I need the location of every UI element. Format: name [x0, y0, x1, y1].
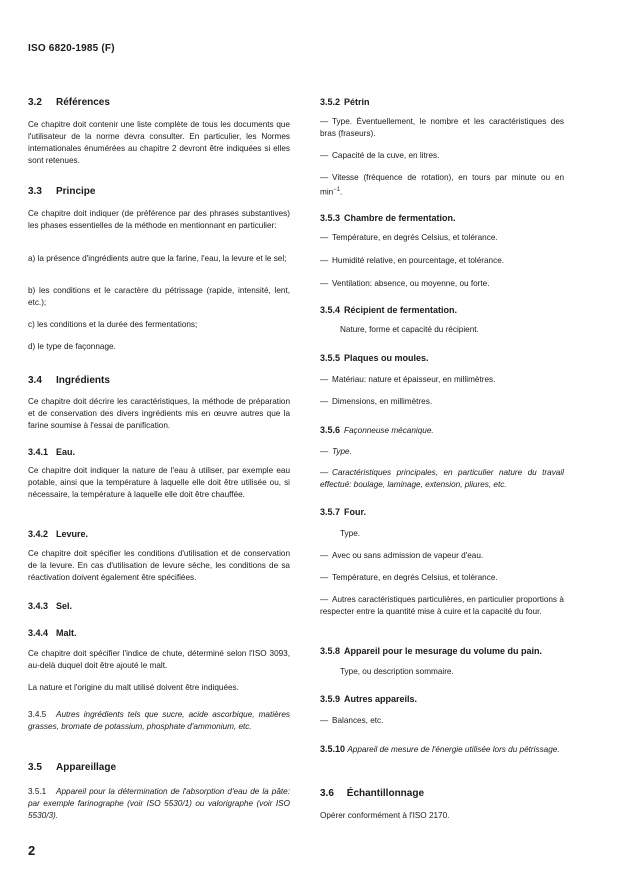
- section-3-5-7-text: Type.: [340, 529, 361, 538]
- section-3-4-heading: 3.4 Ingrédients: [28, 375, 110, 386]
- section-3-6-heading: 3.6 Échantillonnage: [320, 788, 425, 799]
- section-3-5-8-text: Type, ou description sommaire.: [340, 667, 454, 676]
- section-3-5-9-heading: 3.5.9 Autres appareils.: [320, 694, 418, 704]
- section-3-5-7-item-1: — Avec ou sans admission de vapeur d'eau.: [320, 551, 484, 560]
- section-3-6-text: Opérer conformément à l'ISO 2170.: [320, 811, 450, 820]
- section-3-5-7-item-3: — Autres caractéristiques particulières, en particulier proportions à respecter entre la quantité mise à cuire et la capacité du four.: [320, 595, 564, 616]
- section-3-5-2-item-2: — Capacité de la cuve, en litres.: [320, 151, 440, 160]
- section-3-4-4-text: Ce chapitre doit spécifier l'indice de chute, déterminé selon l'ISO 3093, au-delà duquel doit être ajouté le malt.: [28, 649, 290, 670]
- section-3-2-heading: 3.2 Références: [28, 97, 110, 108]
- section-3-5-7-heading: 3.5.7 Four.: [320, 507, 366, 517]
- section-3-5-8-heading: 3.5.8 Appareil pour le mesurage du volume du pain.: [320, 646, 543, 656]
- section-3-5-7-item-2: — Température, en degrés Celsius, et tolérance.: [320, 573, 498, 582]
- section-3-4-2-heading: 3.4.2 Levure.: [28, 529, 89, 539]
- section-3-3-item-c: c) les conditions et la durée des fermentations;: [28, 320, 198, 329]
- section-3-5-4-text: Nature, forme et capacité du récipient.: [340, 325, 479, 334]
- section-3-5-3-item-3: — Ventilation: absence, ou moyenne, ou forte.: [320, 279, 490, 288]
- section-3-4-1-heading: 3.4.1 Eau.: [28, 447, 76, 457]
- section-3-3-heading: 3.3 Principe: [28, 186, 96, 197]
- section-3-5-3-item-1: — Température, en degrés Celsius, et tolérance.: [320, 233, 498, 242]
- section-3-5-2-item-1: — Type. Éventuellement, le nombre et les caractéristiques des bras (fraseurs).: [320, 117, 564, 138]
- section-3-5-5-item-2: — Dimensions, en millimètres.: [320, 397, 433, 406]
- section-3-5-heading: 3.5 Appareillage: [28, 762, 117, 773]
- section-3-4-1-text: Ce chapitre doit indiquer la nature de l'eau à utiliser, par exemple eau potable, ainsi que la température à laquelle elle doit être utilisée ou, si nécessaire, la température à laquelle elle doit être chauffée.: [28, 466, 290, 499]
- section-3-5-9-item-1: — Balances, etc.: [320, 716, 384, 725]
- section-3-3-item-a: a) la présence d'ingrédients autre que la farine, l'eau, la levure et le sel;: [28, 254, 287, 263]
- section-3-5-10: 3.5.10 Appareil de mesure de l'énergie utilisée lors du pétrissage.: [320, 744, 560, 754]
- section-3-3-item-b: b) les conditions et le caractère du pétrissage (rapide, intensité, lent, etc.);: [28, 286, 290, 307]
- section-3-5-5-heading: 3.5.5 Plaques ou moules.: [320, 353, 429, 363]
- section-3-3-item-d: d) le type de façonnage.: [28, 342, 116, 351]
- section-3-4-4-heading: 3.4.4 Malt.: [28, 628, 77, 638]
- section-3-4-3-heading: 3.4.3 Sel.: [28, 601, 73, 611]
- section-3-5-6-heading: 3.5.6 Façonneuse mécanique.: [320, 425, 434, 435]
- page-number: 2: [28, 843, 36, 858]
- section-3-4-4-text-2: La nature et l'origine du malt utilisé doivent être indiquées.: [28, 683, 239, 692]
- section-3-5-6-item-1: — Type.: [320, 447, 352, 456]
- section-3-5-2-item-3: — Vitesse (fréquence de rotation), en tours par minute ou en $\min^{-1}$.: [320, 173, 564, 197]
- section-3-5-2-heading: 3.5.2 Pétrin: [320, 97, 370, 107]
- section-3-5-1: 3.5.1 Appareil pour la détermination de l'absorption d'eau de la pâte: par exemple farinographe (voir ISO 5530/1) ou valorigraphe (voir ISO 5530/3).: [28, 787, 290, 820]
- section-3-5-6-item-2: — Caractéristiques principales, en particulier nature du travail effectué: boulage, laminage, extension, pliures, etc.: [320, 468, 564, 489]
- section-3-5-3-item-2: — Humidité relative, en pourcentage, et tolérance.: [320, 256, 505, 265]
- document-header: ISO 6820-1985 (F): [28, 43, 115, 54]
- section-3-5-5-item-1: — Matériau: nature et épaisseur, en millimètres.: [320, 375, 496, 384]
- section-3-4-text: Ce chapitre doit décrire les caractéristiques, la méthode de préparation et de conservation des divers ingrédients mis en œuvre autres que la farine soumise à l'essai de panification.: [28, 397, 290, 430]
- section-3-5-4-heading: 3.5.4 Récipient de fermentation.: [320, 305, 458, 315]
- section-3-4-5: 3.4.5 Autres ingrédients tels que sucre, acide ascorbique, matières grasses, bromate de potassium, phosphate d'ammonium, etc.: [28, 710, 290, 731]
- section-3-5-3-heading: 3.5.3 Chambre de fermentation.: [320, 213, 456, 223]
- section-3-2-text: Ce chapitre doit contenir une liste complète de tous les documents que l'utilisateur de la norme devra consulter. En particulier, les Normes internationales énumérées au chapitre 2 devront être indiquées si elles sont retenues.: [28, 120, 290, 165]
- section-3-4-2-text: Ce chapitre doit spécifier les conditions d'utilisation et de conservation de la levure. En cas d'utilisation de levure sèche, les conditions de sa réactivation doivent également être spécifiées.: [28, 549, 290, 582]
- section-3-3-text: Ce chapitre doit indiquer (de préférence par des phrases substantives) les phases essentielles de la méthode en mentionnant en particulier:: [28, 209, 290, 230]
